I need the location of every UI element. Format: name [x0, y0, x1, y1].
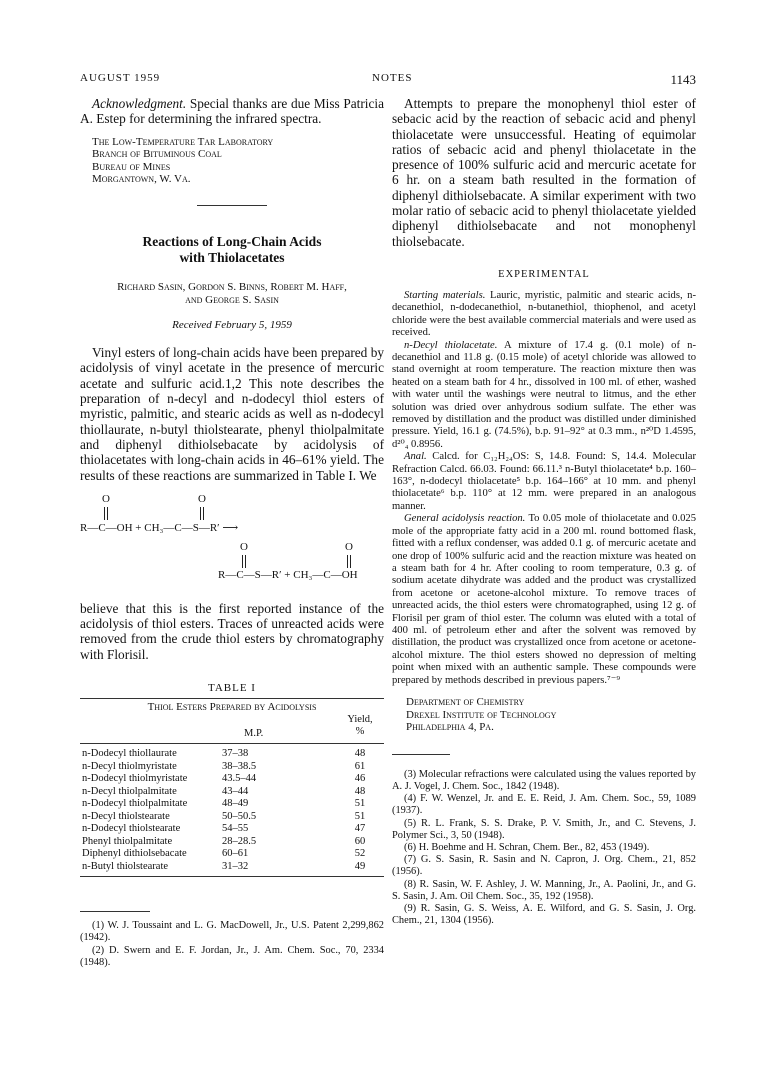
- table-cell-mp: 37–38: [222, 748, 249, 760]
- affiliation-line: Morgantown, W. Va.: [92, 173, 191, 186]
- experimental-heading: EXPERIMENTAL: [498, 268, 590, 280]
- table-cell-mp: 48–49: [222, 798, 249, 810]
- table-cell-mp: 60–61: [222, 848, 249, 860]
- carbonyl-oxygen: O: [102, 492, 110, 505]
- double-bond-line: [347, 555, 348, 568]
- carbonyl-oxygen: O: [345, 540, 353, 553]
- table-cell-yield: 51: [354, 798, 366, 810]
- equation-products: R—C—S—R′ + CH₃—C—OH: [218, 568, 358, 581]
- footnote: (7) G. S. Sasin, R. Sasin and N. Capron, J. Org. Chem., 21, 852 (1956).: [392, 854, 696, 878]
- table-cell-compound: n-Butyl thiolstearate: [82, 860, 169, 872]
- analysis-paragraph: [392, 451, 696, 513]
- table-rule-bottom: [80, 876, 384, 877]
- table-row: [80, 848, 384, 861]
- acidolysis-text: To 0.05 mole of thiolacetate and 0.025 mole of the appropriate fatty acid in a 200 ml. round bottomed flask, fitted with a reflux condenser, was added 0.1 g. of mercuric acetate and one drop of 100% sulfuric acid and the reaction mixture was heated on a steam bath for 4 hr. After cooling to room temperature, 0.3 g. of sodium acetate dihydrate was added and the product was crystallized from acetone or acetone-alcohol mixture. To remove traces of unreacted acids, the thiol esters were chromatographed, using 12 g. of Florisil per gram of thiol ester. The column was eluted with a total of 400 ml. of petroleum ether and after the solvent was removed by distillation, the product was crystallized once from acetone or acetone-alcohol mixture. The thiol esters showed no depression of melting point when mixed with an authentic sample. These compounds were prepared by methods described in previous papers.⁷⁻⁹: [392, 513, 696, 686]
- article-title: [80, 234, 384, 267]
- author-list: [80, 281, 384, 306]
- table-header-yield: [336, 714, 384, 741]
- decyl-thiolacetate-paragraph: [392, 340, 696, 452]
- carbonyl-oxygen: O: [198, 492, 206, 505]
- acknowledgment: [80, 96, 384, 127]
- footnote: (8) R. Sasin, W. F. Ashley, J. W. Manning, Jr., A. Paolini, Jr., and G. S. Sasin, J. Am. Oil Chem. Soc., 35, 192 (1958).: [392, 878, 696, 902]
- affiliation-line: Bureau of Mines: [92, 160, 171, 173]
- right-column: [392, 96, 696, 927]
- acknowledgment-text: Special thanks are due Miss Patricia A. Estep for determining the infrared spectra.: [80, 96, 384, 127]
- double-bond-line: [245, 555, 246, 568]
- table-header-cell: [80, 714, 220, 741]
- table-cell-mp: 31–32: [222, 860, 249, 872]
- table-row: [80, 786, 384, 799]
- intro-paragraph: Vinyl esters of long-chain acids have been prepared by acidolysis of vinyl acetate in the presence of mercuric acetate and sulfuric acid.1,2 This note describes the preparation of n-decyl and n-dodecyl thiol esters of myristic, palmitic, and stearic acids as well as n-dodecyl thiollaurate, n-butyl thiolstearate, phenyl thiolpalmitate and diphenyl dithiolsebacate by acidolysis of thiolacetates with long-chain acids in 46–61% yield. The results of these reactions are summarized in Table I. We: [80, 345, 384, 483]
- table-cell-compound: n-Dodecyl thiolpalmitate: [82, 798, 188, 810]
- footnotes-left: [80, 920, 384, 969]
- footnote: (1) W. J. Toussaint and L. G. MacDowell, Jr., U.S. Patent 2,299,862 (1942).: [80, 920, 384, 944]
- table-cell-compound: n-Dodecyl thiolstearate: [82, 823, 181, 835]
- double-bond-line: [200, 507, 201, 520]
- table-cell-yield: 61: [354, 760, 366, 772]
- table-cell-mp: 50–50.5: [222, 810, 257, 822]
- author-line: and George S. Sasin: [185, 293, 279, 306]
- table-header-yield-unit: %: [355, 726, 365, 738]
- affiliation-line: Drexel Institute of Technology: [406, 708, 557, 721]
- table-row: [80, 823, 384, 836]
- table-row: [80, 861, 384, 874]
- table-cell-yield: 48: [354, 748, 366, 760]
- table-row: [80, 811, 384, 824]
- running-header-section: NOTES: [372, 72, 413, 84]
- table-cell-compound: n-Decyl thiolstearate: [82, 810, 170, 822]
- equation-reactants: R—C—OH + CH₃—C—S—R′ ⟶: [80, 521, 239, 534]
- affiliation-line: The Low-Temperature Tar Laboratory: [92, 135, 274, 148]
- table-row: [80, 748, 384, 761]
- received-date: Received February 5, 1959: [172, 319, 292, 332]
- footnote: (5) R. L. Frank, S. S. Drake, P. V. Smith, Jr., and C. Stevens, J. Polymer Sci., 3, 50 (1948).: [392, 817, 696, 841]
- table-cell-compound: Diphenyl dithiolsebacate: [82, 848, 187, 860]
- footnote: (2) D. Swern and E. F. Jordan, Jr., J. Am. Chem. Soc., 70, 2334 (1948).: [80, 944, 384, 968]
- footnote-divider: [392, 754, 450, 755]
- analysis-lead: Anal.: [404, 451, 427, 463]
- table-rule-top: [80, 698, 384, 699]
- paragraph-after-equation: believe that this is the first reported instance of the acidolysis of thiol esters. Traces of unreacted acids were removed from the crude thiol esters by chromatography with Florisil.: [80, 600, 384, 662]
- left-column: [80, 96, 384, 969]
- section-divider: [197, 205, 267, 206]
- thiol-ester-table: [80, 714, 384, 874]
- table-cell-compound: n-Decyl thiolpalmitate: [82, 785, 177, 797]
- affiliation-line: Branch of Bituminous Coal: [92, 148, 222, 161]
- table-cell-yield: 48: [354, 785, 366, 797]
- footnote-divider: [80, 911, 150, 912]
- table-cell-yield: 60: [354, 835, 366, 847]
- decyl-thiolacetate-lead: n-Decyl thiolacetate.: [404, 339, 498, 351]
- table-row: [80, 773, 384, 786]
- table-cell-compound: n-Decyl thiolmyristate: [82, 760, 177, 772]
- table-cell-mp: 43–44: [222, 785, 249, 797]
- starting-materials-paragraph: [392, 290, 696, 340]
- table-cell-mp: 38–38.5: [222, 760, 257, 772]
- double-bond-line: [203, 507, 204, 520]
- double-bond-line: [104, 507, 105, 520]
- table-label: TABLE I: [208, 682, 256, 695]
- table-cell-mp: 28–28.5: [222, 835, 257, 847]
- table-caption: Thiol Esters Prepared by Acidolysis: [147, 701, 317, 714]
- acidolysis-paragraph: [392, 513, 696, 687]
- affiliation-line: Department of Chemistry: [406, 695, 525, 708]
- page-number: 1143: [670, 72, 696, 87]
- footnotes-right: [392, 769, 696, 928]
- table-header-mp: M.P.: [244, 727, 264, 739]
- acidolysis-lead: General acidolysis reaction.: [404, 513, 526, 525]
- table-cell-mp: 43.5–44: [222, 773, 257, 785]
- starting-materials-text: Lauric, myristic, palmitic and stearic acids, n-decanethiol, n-dodecanethiol, n-butanethiol, thiophenol, and acetyl chloride were the best available commercial materials and were used as received.: [392, 289, 696, 339]
- author-line: Richard Sasin, Gordon S. Binns, Robert M. Haff,: [117, 280, 347, 293]
- table-header-yield-line: Yield,: [347, 713, 373, 725]
- footnote: (6) H. Boehme and H. Schran, Chem. Ber., 82, 453 (1949).: [404, 841, 650, 853]
- table-row: [80, 798, 384, 811]
- table-cell-yield: 51: [354, 810, 366, 822]
- affiliation-block-right: [392, 696, 696, 734]
- affiliation-line: Philadelphia 4, Pa.: [406, 721, 494, 734]
- footnote: (3) Molecular refractions were calculated using the values reported by A. J. Vogel, J. Chem. Soc., 1842 (1948).: [392, 768, 696, 792]
- reaction-equation: [80, 491, 384, 601]
- acknowledgment-lead: Acknowledgment.: [92, 96, 187, 111]
- double-bond-line: [350, 555, 351, 568]
- table-cell-yield: 49: [354, 860, 366, 872]
- carbonyl-oxygen: O: [240, 540, 248, 553]
- table-cell-compound: n-Dodecyl thiollaurate: [82, 748, 177, 760]
- table-cell-yield: 46: [354, 773, 366, 785]
- table-cell-compound: n-Dodecyl thiolmyristate: [82, 773, 188, 785]
- double-bond-line: [242, 555, 243, 568]
- decyl-thiolacetate-text: A mixture of 17.4 g. (0.1 mole) of n-decanethiol and 11.8 g. (0.15 mole) of acetyl chloride was allowed to stand overnight at room temperature. The reaction mixture then was heated on a steam bath for 4 hr., dissolved in 100 ml. of ether, washed with water until the washings were neutral to litmus, and the ether solution was dried over anhydrous sodium sulfate. The ether was removed by distillation and the product was distilled under diminished pressure. Yield, 16.1 g. (74.5%), b.p. 91–92° at 0.3 mm., n²⁰D 1.4595, d²⁰₄ 0.8956.: [392, 339, 696, 450]
- table-header-row: [80, 714, 384, 741]
- table-cell-mp: 54–55: [222, 823, 249, 835]
- footnote: (4) F. W. Wenzel, Jr. and E. E. Reid, J. Am. Chem. Soc., 59, 1089 (1937).: [392, 793, 696, 817]
- affiliation-block: [80, 136, 384, 186]
- article-title-line: Reactions of Long-Chain Acids: [142, 233, 322, 249]
- running-header-date: AUGUST 1959: [80, 72, 161, 84]
- double-bond-line: [107, 507, 108, 520]
- table-cell-compound: Phenyl thiolpalmitate: [82, 835, 173, 847]
- sebacic-paragraph: Attempts to prepare the monophenyl thiol ester of sebacic acid by the reaction of sebacic acid and phenyl thiolacetate were unsuccessful. Heating of equimolar ratios of sebacic acid and phenyl thiolacetate in the presence of 100% sulfuric acid and mercuric acetate for 6 hr. on a steam bath resulted in the formation of diphenyl dithiolsebacate. A similar experiment with two molar ratio of sebacic acid to phenyl thiolacetate yielded diphenyl dithiolsebacate and not monophenyl thiolsebacate.: [392, 96, 696, 249]
- table-cell-yield: 47: [354, 823, 366, 835]
- table-row: [80, 761, 384, 774]
- table-row: [80, 836, 384, 849]
- article-title-line: with Thiolacetates: [179, 250, 285, 266]
- analysis-text: Calcd. for C₁₂H₂₄OS: S, 14.8. Found: S, 14.4. Molecular Refraction Calcd. 66.03. Found: 66.11.³ n-Butyl thiolacetate⁴ b.p. 160–163°, n-dodecyl thiolacetate⁵ b.p. 164–166° at 10 mm. and phenyl thiolacetate⁶ b.p. 110° at 12 mm. were prepared in an analogous manner.: [392, 451, 696, 512]
- starting-materials-lead: Starting materials.: [404, 289, 486, 301]
- footnote: (9) R. Sasin, G. S. Weiss, A. E. Wilford, and G. S. Sasin, J. Org. Chem., 21, 1304 (1956).: [392, 902, 696, 927]
- table-cell-yield: 52: [354, 848, 366, 860]
- table-rule-header: [80, 743, 384, 744]
